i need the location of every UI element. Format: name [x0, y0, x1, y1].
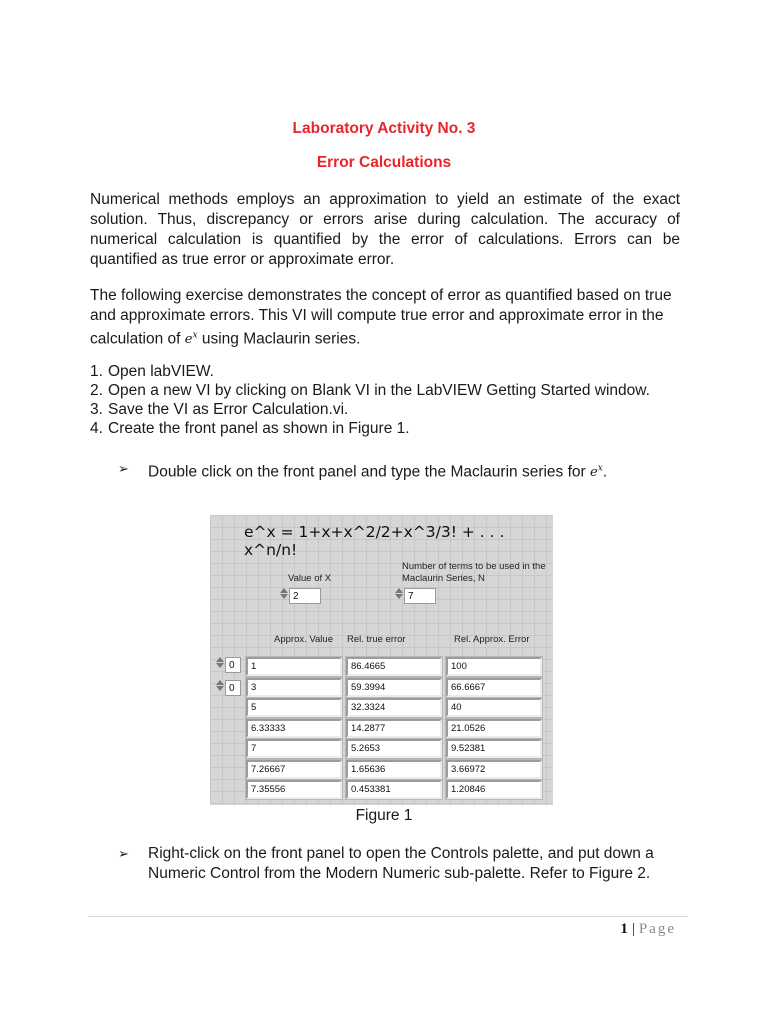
column-header-approx-value: Approx. Value	[274, 634, 333, 645]
true-error-cell: 32.3324	[346, 698, 442, 717]
increment-icon[interactable]	[280, 588, 288, 593]
approx-value-cell: 7.35556	[246, 780, 342, 799]
n-spinner[interactable]	[395, 587, 403, 603]
decrement-icon[interactable]	[216, 686, 224, 691]
footer-divider	[88, 916, 688, 917]
approx-error-cell: 40	[446, 698, 542, 717]
arrow-bullet-icon: ➢	[118, 461, 129, 476]
approx-value-cell: 5	[246, 698, 342, 717]
page-title: Laboratory Activity No. 3	[292, 120, 476, 137]
math-ex: $e^x$	[184, 331, 198, 348]
intro-paragraph-2-text-b: using Maclaurin series.	[197, 330, 361, 348]
increment-icon[interactable]	[216, 680, 224, 685]
front-panel-figure	[210, 515, 553, 805]
bullet-2: ➢ Right-click on the front panel to open the Controls palette, and put down a Numeric Control from the Modern Numeric sub-palette. Refer to Figure 2.	[118, 845, 654, 882]
approx-value-cell: 3	[246, 678, 342, 697]
intro-paragraph-2-text-a: The following exercise demonstrates the concept of error as quantified based on true and approximate errors. This VI will compute true error and approximate error in the calculation of	[90, 287, 672, 348]
true-error-cell: 59.3994	[346, 678, 442, 697]
list-item: 2. Open a new VI by clicking on Blank VI in the LabVIEW Getting Started window.	[90, 382, 650, 399]
approx-value-cell: 1	[246, 657, 342, 676]
list-item: 4. Create the front panel as shown in Figure 1.	[90, 420, 410, 437]
column-header-rel-true-error: Rel. true error	[347, 634, 406, 645]
increment-icon[interactable]	[216, 657, 224, 662]
true-error-cell: 86.4665	[346, 657, 442, 676]
intro-paragraph-1: Numerical methods employs an approximation to yield an estimate of the exact solution. Thus, discrepancy or errors arise during calculation. The accuracy of numerical calculation is quantified by the error of calculations. Errors can be quantified as true error or approximate error.	[90, 191, 680, 268]
approx-error-cell: 100	[446, 657, 542, 676]
approx-error-cell: 66.6667	[446, 678, 542, 697]
approx-error-cell: 21.0526	[446, 719, 542, 738]
n-input[interactable]: 7	[404, 588, 436, 604]
array-index-2[interactable]: 0	[225, 680, 241, 696]
increment-icon[interactable]	[395, 588, 403, 593]
array-index-spinner-1[interactable]	[216, 656, 224, 672]
array-index-spinner-2[interactable]	[216, 679, 224, 695]
list-item: 3. Save the VI as Error Calculation.vi.	[90, 401, 349, 418]
true-error-cell: 0.453381	[346, 780, 442, 799]
n-terms-label: Number of terms to be used in the Maclaurin Series, N	[402, 561, 546, 584]
decrement-icon[interactable]	[395, 594, 403, 599]
figure-caption: Figure 1	[355, 807, 413, 824]
approx-error-cell: 1.20846	[446, 780, 542, 799]
list-item: 1. Open labVIEW.	[90, 363, 214, 380]
page-word: Page	[638, 921, 676, 937]
arrow-bullet-icon: ➢	[118, 846, 129, 861]
footer-separator: |	[631, 921, 635, 937]
page-subtitle: Error Calculations	[316, 154, 452, 171]
decrement-icon[interactable]	[216, 663, 224, 668]
maclaurin-formula: e^x = 1+x+x^2/2+x^3/3! + . . . x^n/n!	[244, 523, 505, 559]
true-error-cell: 14.2877	[346, 719, 442, 738]
bullet-1: ➢ Double click on the front panel and type the Maclaurin series for $e^x$.	[118, 459, 607, 483]
approx-value-cell: 7	[246, 739, 342, 758]
true-error-cell: 5.2653	[346, 739, 442, 758]
column-header-rel-approx-error: Rel. Approx. Error	[454, 634, 530, 645]
true-error-cell: 1.65636	[346, 760, 442, 779]
approx-error-cell: 9.52381	[446, 739, 542, 758]
approx-value-cell: 7.26667	[246, 760, 342, 779]
array-index-1[interactable]: 0	[225, 657, 241, 673]
intro-paragraph-2	[90, 286, 680, 350]
x-input[interactable]: 2	[289, 588, 321, 604]
steps-list	[90, 362, 690, 438]
x-spinner[interactable]	[280, 587, 288, 603]
page-number: 1	[620, 921, 628, 937]
value-of-x-label: Value of X	[288, 573, 332, 584]
page-footer	[620, 921, 676, 938]
decrement-icon[interactable]	[280, 594, 288, 599]
approx-value-cell: 6.33333	[246, 719, 342, 738]
approx-error-cell: 3.66972	[446, 760, 542, 779]
